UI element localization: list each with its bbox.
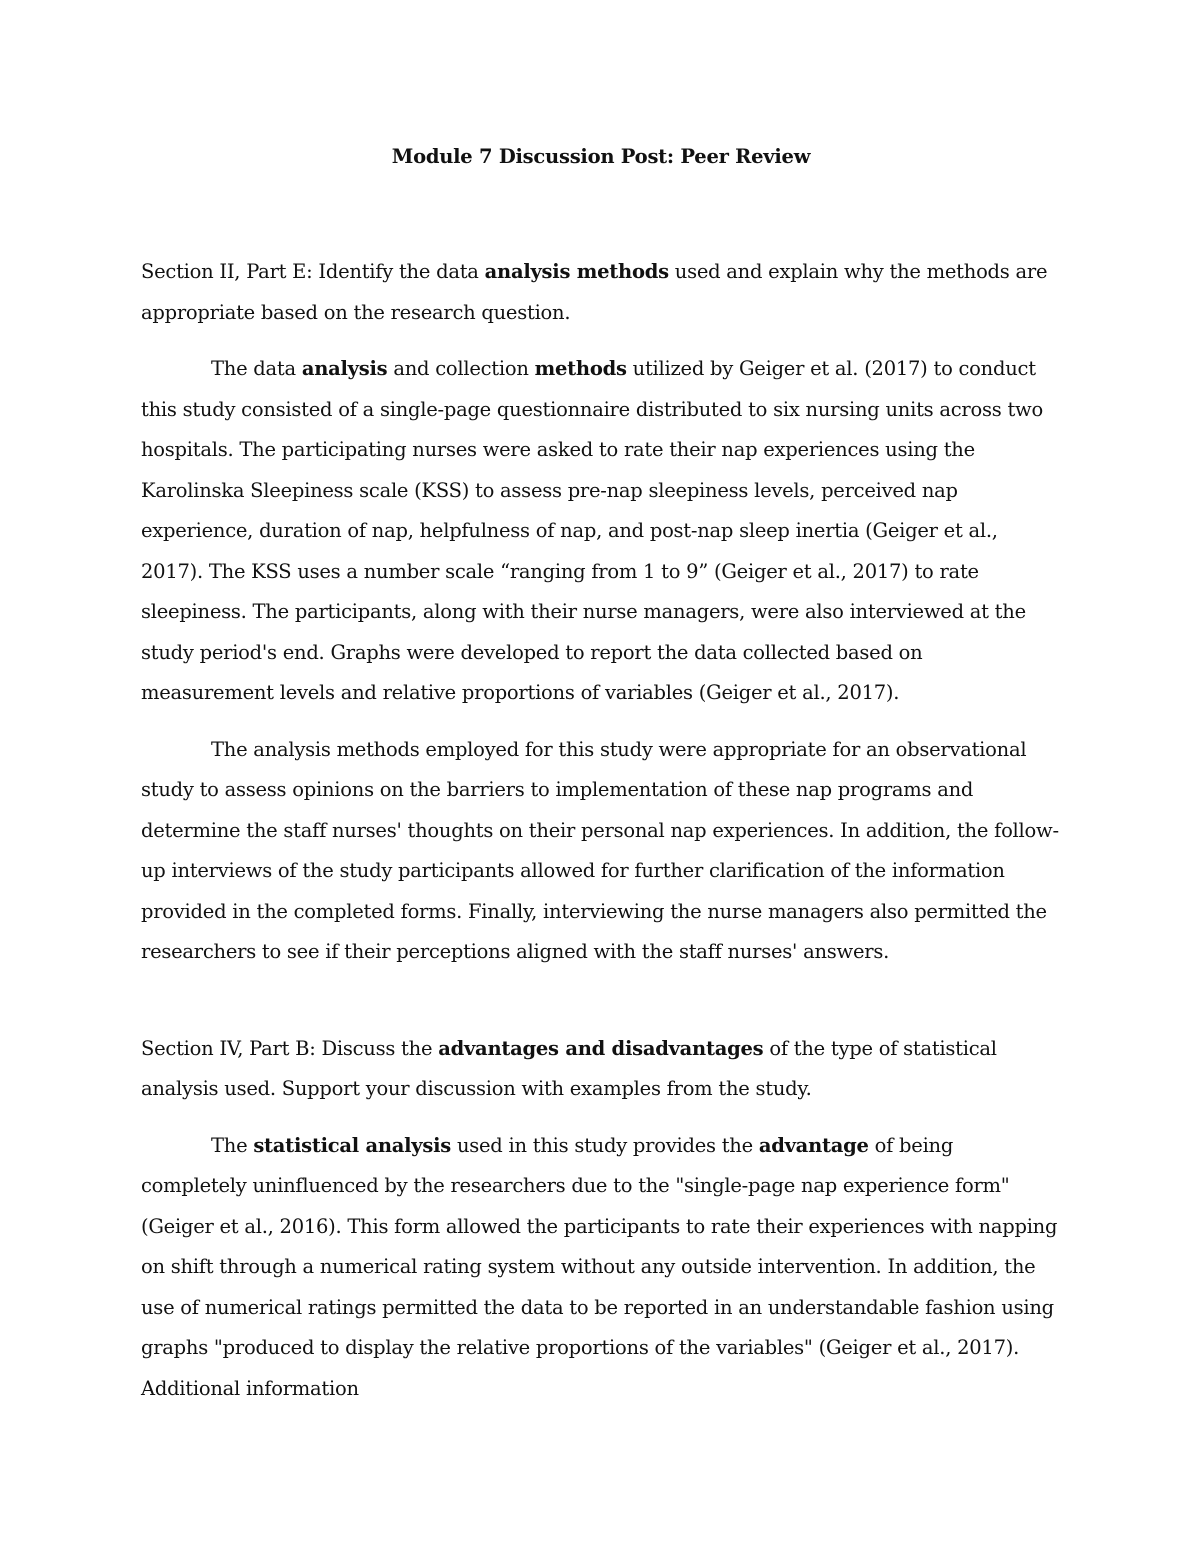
paragraph-text: The data <box>211 357 302 380</box>
prompt-text: used and explain why the methods are appropriate based on the research question. <box>141 260 1048 324</box>
paragraph-text: utilized by Geiger et al. (2017) to conduct this study consisted of a single-page questionnaire distributed to six nursing units across two hospitals. The participating nurses were asked to rate their nap experiences using the Karolinska Sleepiness scale (KSS) to assess pre-nap sleepiness levels, perceived nap experience, duration of nap, helpfulness of nap, and post-nap sleep inertia (Geiger et al., 2017). The KSS uses a number scale “ranging from 1 to 9” (Geiger et al., 2017) to rate sleepiness. The participants, along with their nurse managers, were also interviewed at the study period's end. Graphs were developed to report the data collected based on measurement levels and relative proportions of variables (Geiger et al., 2017). <box>141 357 1043 704</box>
paragraph-text: The <box>211 1133 254 1157</box>
paragraph-text: of being completely uninfluenced by the researchers due to the "single-page nap experience form" (Geiger et al., 2016). This form allowed the participants to rate their experiences with napping on shift through a numerical rating system without any outside intervention. In addition, the use of numerical ratings permitted the data to be reported in an understandable fashion using graphs "produced to display the relative proportions of the variables" (Geiger et al., 2017). Additional information <box>141 1133 1058 1400</box>
document-body <box>141 140 1061 1425</box>
section-ii-prompt <box>141 252 1061 333</box>
prompt-emphasis: analysis methods <box>484 260 669 283</box>
section-iv-paragraph-1 <box>141 1126 1061 1410</box>
document-title: Module 7 Discussion Post: Peer Review <box>391 145 811 168</box>
paragraph-text: and collection <box>387 357 535 380</box>
section-ii-paragraph-2: The analysis methods employed for this study were appropriate for an observational study to assess opinions on the barriers to implementation of these nap programs and determine the staff nurses' thoughts on their personal nap experiences. In addition, the follow-up interviews of the study participants allowed for further clarification of the information provided in the completed forms. Finally, interviewing the nurse managers also permitted the researchers to see if their perceptions aligned with the staff nurses' answers. <box>141 737 1059 963</box>
paragraph-emphasis: advantage <box>758 1133 869 1157</box>
section-iv-prompt <box>141 1029 1061 1110</box>
section-spacer <box>141 989 1061 1029</box>
prompt-emphasis: advantages and disadvantages <box>438 1036 764 1060</box>
prompt-text: Section IV, Part B: Discuss the <box>141 1036 439 1060</box>
paragraph-emphasis: methods <box>534 357 627 380</box>
prompt-text: Section II, Part E: Identify the data <box>141 260 485 283</box>
paragraph-text: used in this study provides the <box>451 1133 759 1157</box>
section-ii-paragraph-1 <box>141 349 1061 714</box>
prompt-text: of the type of statistical analysis used. Support your discussion with examples from the study. <box>141 1036 997 1100</box>
paragraph-emphasis: statistical analysis <box>253 1133 451 1157</box>
paragraph-emphasis: analysis <box>301 357 388 380</box>
